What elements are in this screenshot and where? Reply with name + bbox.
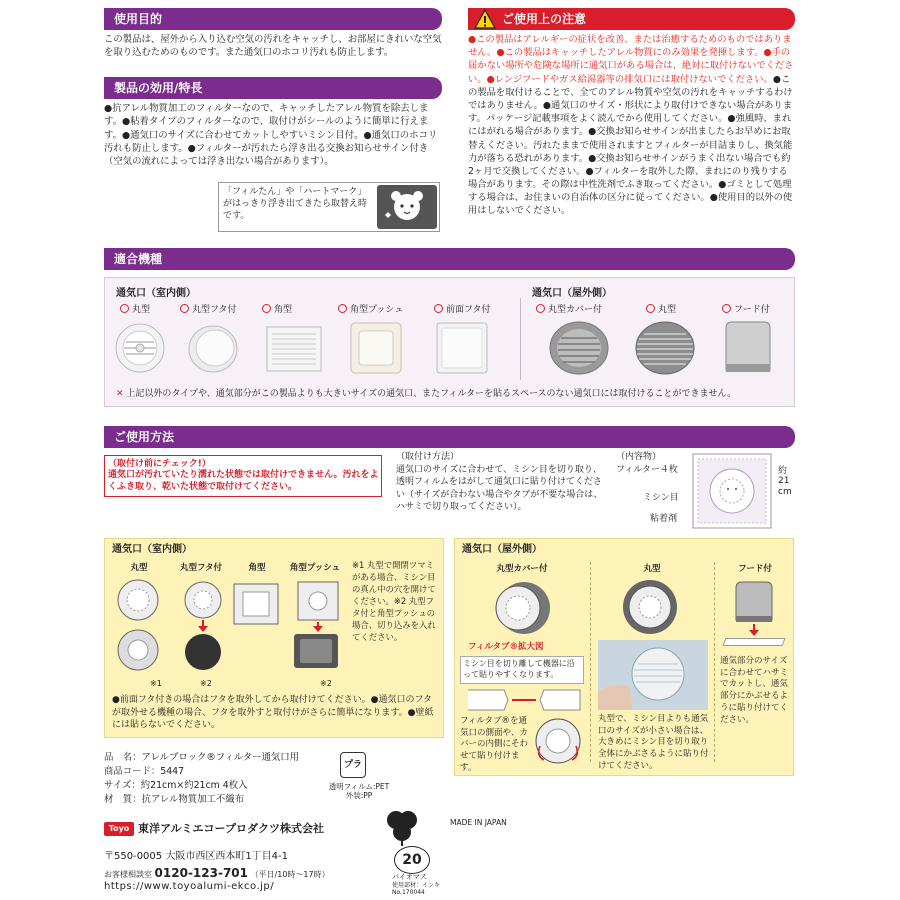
caution-heading: ご使用上の注意 — [502, 12, 587, 26]
cross-icon: ✕ — [116, 389, 124, 399]
usage-check-text: 通気口が汚れていたり濡れた状態では取付けできません。汚れをよくふき取り、乾いた状態で取付けてください。 — [108, 470, 379, 492]
compat-indoor-label-3: 角型プッシュ — [338, 304, 403, 316]
filter-tab-apply-diagram — [530, 716, 586, 766]
indoor-lid-step-diagram — [176, 578, 230, 674]
bear-sign-icon — [377, 185, 437, 229]
clover-logo-icon — [382, 808, 422, 848]
size-label: 約21cm — [778, 466, 792, 497]
usage-check-box — [104, 455, 382, 497]
compat-outdoor-label-2: フード付 — [722, 304, 770, 316]
compat-heading: 適合機種 — [104, 248, 795, 270]
outdoor-round-text: 丸型で、ミシン目よりも通気口のサイズが小さい場合は、大きめにミシン目を切り取り全体にかぶさるように貼り付けてください。 — [598, 714, 709, 771]
caution-text — [468, 33, 795, 218]
biomass-no: No.170044 — [392, 889, 425, 896]
outdoor-usage-label-0: 丸型カバー付 — [496, 564, 548, 574]
front-lid-vent-icon — [436, 322, 488, 374]
usage-contents-perf: ミシン目 — [643, 493, 679, 503]
compat-note: ✕ 上記以外のタイプや、通気部分がこの製品よりも大きいサイズの通気口、またフィルターを貼るスペースのない通気口には取付けることができません。 — [116, 389, 737, 399]
indoor-mark-2: ※2 — [200, 679, 212, 688]
outdoor-divider-2 — [714, 562, 715, 762]
outdoor-cover-diagram — [486, 578, 556, 636]
biomass-label: バイオマス — [392, 873, 427, 881]
outdoor-round-diagram — [612, 578, 688, 636]
usage-check-title: （取付け前にチェック!） — [108, 459, 211, 469]
outdoor-usage-label-2: フード付 — [738, 564, 772, 574]
outdoor-hood-text: 通気部分のサイズに合わせてハサミでカットし、通気部分にかぶせるように貼り付けてください。 — [720, 656, 789, 725]
caution-heading-bar — [468, 8, 795, 30]
recycle-mark-icon: プラ — [340, 752, 366, 778]
indoor-usage-title: 通気口（室内側） — [112, 544, 192, 555]
warning-icon — [474, 9, 496, 29]
compat-indoor-label-4: 前面フタ付 — [434, 304, 490, 316]
usage-heading: ご使用方法 — [104, 426, 795, 448]
product-material: 材 質：抗アレル物質加工不織布 — [104, 794, 245, 805]
company-tel: 0120-123-701 — [154, 866, 249, 880]
biomass-sub: 使用部材：インキ — [392, 882, 441, 889]
usage-contents-filter: フィルター４枚 — [616, 465, 678, 475]
sign-note-text: 「フィルたん」や「ハートマーク」がはっきり浮き出てきたら取替え時です。 — [223, 187, 368, 222]
compat-divider — [520, 298, 521, 380]
caution-body-text: ●この製品を取付けることで、全てのアレル物質や空気の汚れをキャッチするわけではありません。●通気口のサイズ・形状により取付けできない場合があります。パッケージ記載事項をよく読んでから使用してください。●強風時、まれにはがれる場合があります。●交換お知らせサインが出ましたらお早めにお取替えください。汚れたままで使用されますとフィルターが目詰まりし、換気能力が落ちる恐れがあります。●交換お知らせサインがうまく出ない場合でも約2ヶ月で交換してください。●フィルターを取外した際、まれにのり残りする場合があります。その際は中性洗剤でふき取ってください。●ゴミとして処理する場合は、お住まいの自治体の区分に従ってください。●使用目的以外の使用はしないでください。 — [468, 73, 793, 217]
round-lid-vent-icon — [186, 322, 240, 374]
filter-tab-title: フィルタブ®拡大図 — [468, 642, 544, 652]
usage-method-title: （取付け方法） — [396, 452, 460, 462]
indoor-usage-notes: ※1 丸型で開閉ツマミがある場合、ミシン目の真ん中の穴を開けてください。※2 丸型フタ付と角型プッシュの場合、切り込みを入れてください。 — [352, 560, 436, 642]
usage-method-text: 通気口のサイズに合わせて、ミシン目を切り取り、透明フィルムをはがして通気口に貼り付けてください（サイズが合わない場合やタブが不要な場合は、ハサミで切り取ってください）。 — [396, 465, 603, 513]
company-tel-label: お客様相談室 — [104, 870, 152, 879]
company-address: 〒550-0005 大阪市西区西本町1丁目4-1 — [104, 851, 289, 862]
outdoor-round-photo — [598, 640, 708, 710]
indoor-usage-footer: ●前面フタ付きの場合はフタを取外してから取付けてください。●通気口のフタが取外せる機種の場合、フタを取外すと取付けがさらに簡単になります。●壁紙には貼らないでください。 — [112, 695, 434, 731]
indoor-usage-label-1: 丸型フタ付 — [180, 563, 222, 573]
indoor-usage-label-2: 角型 — [248, 563, 266, 573]
caution-red-text: ●この製品はアレルギーの症状を改善、または治癒するためのものではありません。●この製品はキャッチしたアレル物質にのみ効果を発揮します。●手の届かない場所や危険な場所に通気口がある場合は、絶対に取付けないでください。●レンジフードやガス給湯器等の排気口には取付けないでください。 — [468, 34, 794, 85]
purpose-text: この製品は、屋外から入り込む空気の汚れをキャッチし、お部屋にきれいな空気を取り込むためのものです。また通気口のホコリ汚れも防止します。 — [104, 34, 442, 59]
indoor-round-step-diagram — [112, 578, 166, 674]
filter-tab-text: フィルタブ®を通気口の側面や、カバーの内側にそわせて貼り付けます。 — [460, 716, 529, 773]
indoor-mark-1: ※1 — [150, 679, 162, 688]
product-size: サイズ：約21cm×約21cm 4枚入 — [104, 780, 248, 791]
compat-indoor-label-0: 丸型 — [120, 304, 150, 316]
filter-sheet-diagram — [692, 453, 772, 529]
company-name: 東洋アルミエコープロダクツ株式会社 — [138, 822, 325, 835]
indoor-mark-2b: ※2 — [320, 679, 332, 688]
product-code: 商品コード：5447 — [104, 766, 185, 777]
outdoor-divider-1 — [590, 562, 591, 762]
indoor-push-step-diagram — [288, 578, 344, 674]
compat-outdoor-title: 通気口（屋外側） — [532, 288, 612, 299]
company-logo: Toyo — [104, 822, 134, 836]
filter-tab-note: ミシン目を切り離して機器に沿って貼りやすくなります。 — [460, 656, 584, 684]
square-vent-icon — [266, 326, 322, 372]
compat-outdoor-label-1: 丸型 — [646, 304, 676, 316]
round-vent-icon — [114, 322, 166, 374]
outdoor-usage-label-1: 丸型 — [643, 564, 661, 574]
recycle-note: 透明フィルム:PET 外装:PP — [328, 782, 390, 801]
hood-outdoor-icon — [722, 320, 774, 376]
usage-contents-title: （内容物） — [616, 452, 662, 462]
compat-indoor-title: 通気口（室内側） — [116, 288, 196, 299]
compat-outdoor-label-0: 丸型カバー付 — [536, 304, 602, 316]
compat-indoor-label-1: 丸型フタ付 — [180, 304, 236, 316]
sign-note-box — [218, 182, 440, 232]
round-cover-outdoor-icon — [548, 320, 610, 376]
indoor-square-step-diagram — [232, 582, 282, 628]
product-name: 品 名：アレルブロック®フィルター通気口用 — [104, 752, 299, 763]
outdoor-hood-filter-strip — [723, 638, 786, 646]
company-hours: （平日/10時〜17時） — [250, 870, 330, 879]
round-outdoor-icon — [634, 320, 696, 376]
usage-contents-glue: 粘着剤 — [650, 514, 678, 524]
made-in: MADE IN JAPAN — [450, 818, 507, 827]
biomass-mark-icon: 20 — [394, 846, 430, 874]
company-url[interactable]: https://www.toyoalumi-ekco.jp/ — [104, 881, 275, 892]
effects-text: ●抗アレル物質加工のフィルターなので、キャッチしたアレル物質を除去します。●粘着タイプのフィルターなので、取付けがシールのように簡単に行えます。●通気口のサイズに合わせてカットしやすいミシン目付。●通気口のホコリ汚れも防止します。●フィルターが汚れたら浮き出る交換お知らせサイン付き（空気の流れによっては浮き出ない場合があります）。 — [104, 103, 438, 168]
outdoor-usage-title: 通気口（屋外側） — [462, 544, 542, 555]
outdoor-hood-diagram — [730, 580, 778, 640]
compat-indoor-label-2: 角型 — [262, 304, 292, 316]
purpose-heading: 使用目的 — [104, 8, 442, 30]
filter-tab-zoom-diagram — [464, 686, 584, 714]
indoor-usage-label-0: 丸型 — [130, 563, 148, 573]
indoor-usage-label-3: 角型プッシュ — [289, 563, 341, 573]
square-push-vent-icon — [350, 322, 402, 374]
effects-heading: 製品の効用/特長 — [104, 77, 442, 99]
